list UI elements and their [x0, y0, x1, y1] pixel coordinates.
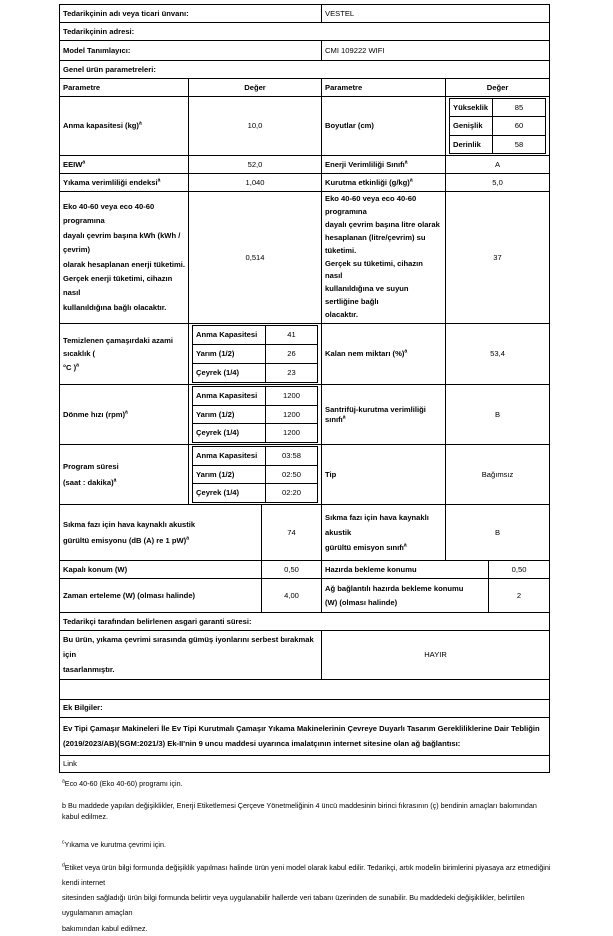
- eeiw-row: [60, 156, 550, 174]
- warranty-label: Tedarikçi tarafından belirlenen asgari garanti süresi:: [60, 613, 550, 631]
- noise-class-value: B: [446, 505, 550, 561]
- energy-consumption-label: Eko 40-60 veya eco 40-60 programına dayalı çevrim başına kWh (kWh / çevrim) olarak hesaplanan enerji tüketimi. Gerçek enerji tüketimi, cihazın nasıl kullanıldığına bağlı olacaktır.: [60, 192, 189, 324]
- spin-quarter-value: 1200: [266, 424, 318, 443]
- duration-rated-label: Anma Kapasitesi: [193, 447, 266, 466]
- temp-quarter-value: 23: [266, 364, 318, 383]
- footnote-d: $^d$Etiket veya ürün bilgi formunda değişiklik yapılması halinde ürün yeni model olarak kabul edilir. Tedarikçi, artık modelin birimlerini piyasaya arz etmediğini kendi internet sitesinden sağladığı ürün bilgi formunda belirtir veya uygulanabilir hallerde veri tabanı üzerinden de sunabilir. Bu maddedeki değişiklikler, belirtilen uygulamanın amaçları bakımından kabul edilmez.: [62, 862, 551, 933]
- eeiw-value: 52,0: [189, 156, 322, 174]
- washing-index-row: [60, 174, 550, 192]
- spin-rated-label: Anma Kapasitesi: [193, 387, 266, 406]
- supplier-name-row: [60, 5, 550, 23]
- product-info-table: [59, 4, 550, 773]
- temp-quarter-label: Çeyrek (1/4): [193, 364, 266, 383]
- dim-width-label: Genişlik: [450, 117, 493, 135]
- noise-label: Sıkma fazı için hava kaynaklı akustik gürültü emisyonu (dB (A) re 1 pW)$^a$: [60, 505, 262, 561]
- temp-half-label: Yarım (1/2): [193, 345, 266, 364]
- supplier-name-value: VESTEL: [322, 5, 550, 23]
- spin-speed-label: Dönme hızı (rpm)$^a$: [60, 385, 189, 445]
- noise-class-label: Sıkma fazı için hava kaynaklı akustik gürültü emisyon sınıfı$^a$: [322, 505, 446, 561]
- dim-height-value: 85: [493, 99, 546, 117]
- spin-speed-values: [189, 385, 322, 445]
- dim-depth-label: Derinlik: [450, 135, 493, 153]
- duration-quarter-label: Çeyrek (1/4): [193, 484, 266, 503]
- program-duration-values: [189, 445, 322, 505]
- off-mode-row: [60, 561, 550, 579]
- residual-moisture-value: 53,4: [446, 324, 550, 385]
- spin-quarter-label: Çeyrek (1/4): [193, 424, 266, 443]
- washing-index-label: Yıkama verimliliği endeksi$^a$: [60, 174, 189, 192]
- footnotes: [62, 778, 552, 936]
- program-duration-label: Program süresi (saat : dakika)$^a$: [60, 445, 189, 505]
- networked-standby-value: 2: [489, 579, 550, 613]
- link-row: [60, 755, 550, 772]
- duration-half-value: 02:50: [266, 465, 318, 484]
- supplier-address-row: [60, 23, 550, 41]
- spin-class-value: B: [446, 385, 550, 445]
- temp-rated-value: 41: [266, 326, 318, 345]
- networked-standby-label: Ağ bağlantılı hazırda bekleme konumu (W) (olması halinde): [322, 579, 489, 613]
- temperature-label: Temizlenen çamaşırdaki azami sıcaklık ( °C )$^a$: [60, 324, 189, 385]
- capacity-value: 10,0: [189, 97, 322, 156]
- spin-rated-value: 1200: [266, 387, 318, 406]
- program-duration-row: [60, 445, 550, 505]
- temperature-row: [60, 324, 550, 385]
- temp-rated-label: Anma Kapasitesi: [193, 326, 266, 345]
- footnote-b: b Bu maddede yapılan değişiklikler, Enerji Etiketlemesi Çerçeve Yönetmeliğinin 4 üncü maddesinin birinci fıkrasının (ç) bendinin amaçları bakımından kabul edilmez.: [62, 800, 537, 822]
- silver-ion-row: [60, 631, 550, 680]
- duration-quarter-value: 02:20: [266, 484, 318, 503]
- model-value: CMI 109222 WIFI: [322, 41, 550, 61]
- dim-width-value: 60: [493, 117, 546, 135]
- noise-value: 74: [262, 505, 322, 561]
- spin-half-label: Yarım (1/2): [193, 405, 266, 424]
- temp-half-value: 26: [266, 345, 318, 364]
- dim-depth-value: 58: [493, 135, 546, 153]
- type-value: Bağımsız: [446, 445, 550, 505]
- capacity-row: [60, 97, 550, 156]
- duration-half-label: Yarım (1/2): [193, 465, 266, 484]
- spacer-cell: [60, 679, 550, 699]
- extra-info-row: [60, 699, 550, 717]
- type-label: Tip: [322, 445, 446, 505]
- param-header: Parametre: [60, 79, 189, 97]
- silver-ion-label: Bu ürün, yıkama çevrimi sırasında gümüş iyonlarını serbest bırakmak için tasarlanmıştır.: [60, 631, 322, 680]
- header-row: [60, 79, 550, 97]
- off-mode-label: Kapalı konum (W): [60, 561, 262, 579]
- product-info-sheet: [59, 4, 549, 773]
- eeiw-label: EEIW$^a$: [60, 156, 189, 174]
- energy-class-value: A: [446, 156, 550, 174]
- residual-moisture-label: Kalan nem miktarı (%)$^a$: [322, 324, 446, 385]
- extra-info-text: Ev Tipi Çamaşır Makineleri İle Ev Tipi Kurutmalı Çamaşır Yıkama Makinelerinin Çevreye Duyarlı Tasarım Gerekliliklerine Dair Tebliğin (2019/2023/AB)(SGM:2021/3) Ek-II'nin 9 uncu maddesi uyarınca imalatçının internet sitesine olan ağ bağlantısı:: [60, 717, 550, 755]
- model-row: [60, 41, 550, 61]
- water-consumption-label: Eko 40-60 veya eco 40-60 programına dayalı çevrim başına litre olarak hesaplanan (litre/çevrim) su tüketimi. Gerçek su tüketimi, cihazın nasıl kullanıldığına ve suyun sertliğine bağlı olacaktır.: [322, 192, 446, 324]
- energy-class-label: Enerji Verimliliği Sınıfı$^a$: [322, 156, 446, 174]
- spin-half-value: 1200: [266, 405, 318, 424]
- dimensions-values: [446, 97, 550, 156]
- supplier-name-label: Tedarikçinin adı veya ticari ünvanı:: [60, 5, 322, 23]
- spin-class-label: Santrifüj-kurutma verimliliği sınıfı$^a$: [322, 385, 446, 445]
- footnote-c: $^c$Yıkama ve kurutma çevrimi için.: [62, 839, 166, 849]
- website-link[interactable]: Link: [63, 758, 77, 768]
- standby-label: Hazırda bekleme konumu: [322, 561, 489, 579]
- value-header-right: Değer: [446, 79, 550, 97]
- supplier-address-label: Tedarikçinin adresi:: [60, 23, 550, 41]
- delay-start-label: Zaman erteleme (W) (olması halinde): [60, 579, 262, 613]
- standby-value: 0,50: [489, 561, 550, 579]
- general-params-label: Genel ürün parametreleri:: [60, 61, 550, 79]
- model-label: Model Tanımlayıcı:: [60, 41, 322, 61]
- delay-start-row: [60, 579, 550, 613]
- spacer-row: [60, 679, 550, 699]
- warranty-row: [60, 613, 550, 631]
- drying-effect-label: Kurutma etkinliği $(g/kg)^a$: [322, 174, 446, 192]
- silver-ion-value: HAYIR: [322, 631, 550, 680]
- spin-speed-row: [60, 385, 550, 445]
- washing-index-value: 1,040: [189, 174, 322, 192]
- param-header-right: Parametre: [322, 79, 446, 97]
- duration-rated-value: 03:58: [266, 447, 318, 466]
- temperature-values: [189, 324, 322, 385]
- link-cell: [60, 755, 550, 772]
- dim-height-label: Yükseklik: [450, 99, 493, 117]
- capacity-label: Anma kapasitesi (kg)$^a$: [60, 97, 189, 156]
- off-mode-value: 0,50: [262, 561, 322, 579]
- dimensions-label: Boyutlar (cm): [322, 97, 446, 156]
- extra-info-text-row: [60, 717, 550, 755]
- value-header: Değer: [189, 79, 322, 97]
- footnote-a: $^a$Eco 40-60 (Eko 40-60) programı için.: [62, 778, 183, 788]
- energy-consumption-value: 0,514: [189, 192, 322, 324]
- extra-info-label: Ek Bilgiler:: [60, 699, 550, 717]
- general-params-row: [60, 61, 550, 79]
- drying-effect-value: 5,0: [446, 174, 550, 192]
- delay-start-value: 4,00: [262, 579, 322, 613]
- noise-row: [60, 505, 550, 561]
- consumption-row: [60, 192, 550, 324]
- water-consumption-value: 37: [446, 192, 550, 324]
